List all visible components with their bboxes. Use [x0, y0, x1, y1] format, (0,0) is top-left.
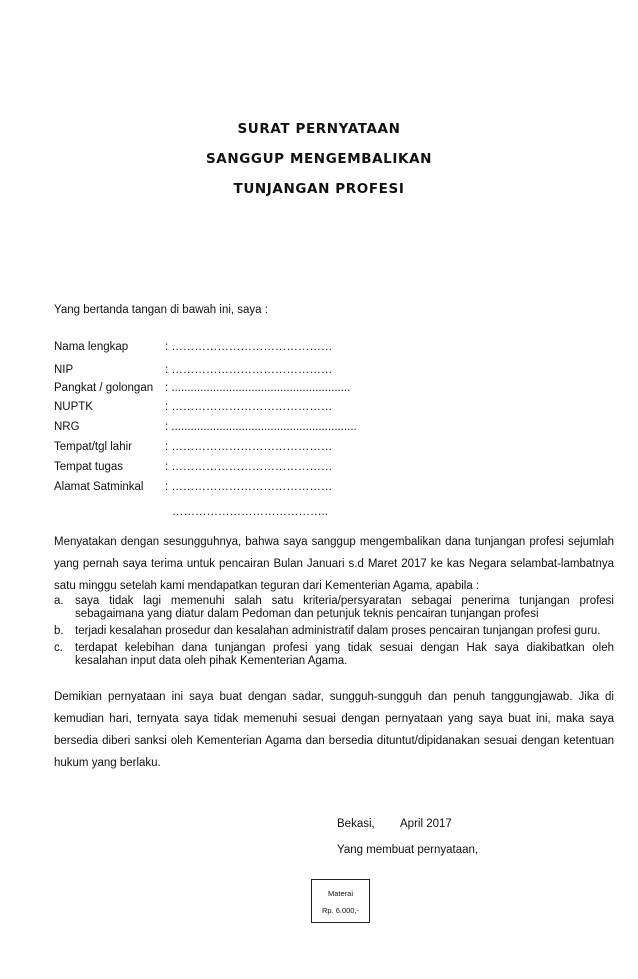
- list-item: [54, 642, 614, 668]
- field-value: : ……………………………………: [165, 461, 333, 473]
- statement-paragraph: Menyatakan dengan sesungguhnya, bahwa saya sanggup mengembalikan dana tunjangan profesi sejumlah yang pernah saya terima untuk pencairan Bulan Januari s.d Maret 2017 ke kas Negara selambat-lambatnya satu minggu setelah kami mendapatkan teguran dari Kementerian Agama, apabila :: [54, 536, 614, 592]
- list-marker: a.: [54, 595, 64, 607]
- list-item-text: terdapat kelebihan dana tunjangan profesi yang tidak sesuai dengan Hak saya diakibatkan oleh kesalahan input data oleh pihak Kementerian Agama.: [75, 642, 614, 667]
- field-label: Tempat/tgl lahir: [54, 441, 132, 453]
- field-value: : ……………………………………: [165, 401, 333, 413]
- list-item-text: terjadi kesalahan prosedur dan kesalahan administratif dalam proses pencairan tunjangan profesi guru.: [75, 625, 601, 637]
- field-label: Pangkat / golongan: [54, 382, 154, 394]
- list-marker: b.: [54, 625, 64, 637]
- field-label: Alamat Satminkal: [54, 481, 144, 493]
- closing-paragraph: Demikian pernyataan ini saya buat dengan sadar, sungguh-sungguh dan penuh tanggungjawab. Jika di kemudian hari, ternyata saya tidak memenuhi sesuai dengan pernyataan yang saya buat ini, maka saya bersedia diberi sanksi oleh Kementerian Agama dan bersedia dituntut/dipidanakan sesuai dengan ketentuan hukum yang berlaku.: [54, 691, 614, 769]
- list-item: [54, 595, 614, 621]
- field-value: : ..........................................................: [165, 421, 357, 433]
- field-value: : ……………………………………: [165, 364, 333, 376]
- field-value: : ……………………………………: [165, 341, 333, 353]
- list-marker: c.: [54, 642, 63, 654]
- list-item-text: saya tidak lagi memenuhi salah satu kriteria/persyaratan sebagai penerima tunjangan profesi sebagaimana yang diatur dalam Pedoman dan petunjuk teknis pencairan tunjangan profesi: [75, 595, 614, 620]
- conditions-list: [54, 595, 614, 672]
- field-label: NRG: [54, 421, 80, 433]
- field-value: : ……………………………………: [165, 481, 333, 493]
- signature-date: April 2017: [400, 818, 452, 830]
- intro-text: Yang bertanda tangan di bawah ini, saya :: [54, 304, 268, 316]
- title-line-3: TUNJANGAN PROFESI: [233, 181, 405, 197]
- stamp-value: Rp. 6.000,-: [321, 906, 360, 915]
- list-item: [54, 625, 614, 638]
- stamp-box: [311, 879, 370, 923]
- title-line-2: SANGGUP MENGEMBALIKAN: [205, 151, 433, 167]
- stamp-label: Materai: [327, 889, 353, 898]
- field-label: NUPTK: [54, 401, 93, 413]
- field-label: Nama lengkap: [54, 341, 129, 353]
- title-line-1: SURAT PERNYATAAN: [237, 121, 401, 137]
- field-label: Tempat tugas: [54, 461, 124, 473]
- signature-signer-label: Yang membuat pernyataan,: [337, 844, 479, 856]
- field-label: NIP: [54, 364, 74, 376]
- field-value: : ……………………………………: [165, 441, 333, 453]
- address-continuation-line: …………………………………..: [172, 506, 328, 518]
- signature-place: Bekasi,: [337, 818, 375, 830]
- field-value: : ........................................................: [165, 382, 351, 394]
